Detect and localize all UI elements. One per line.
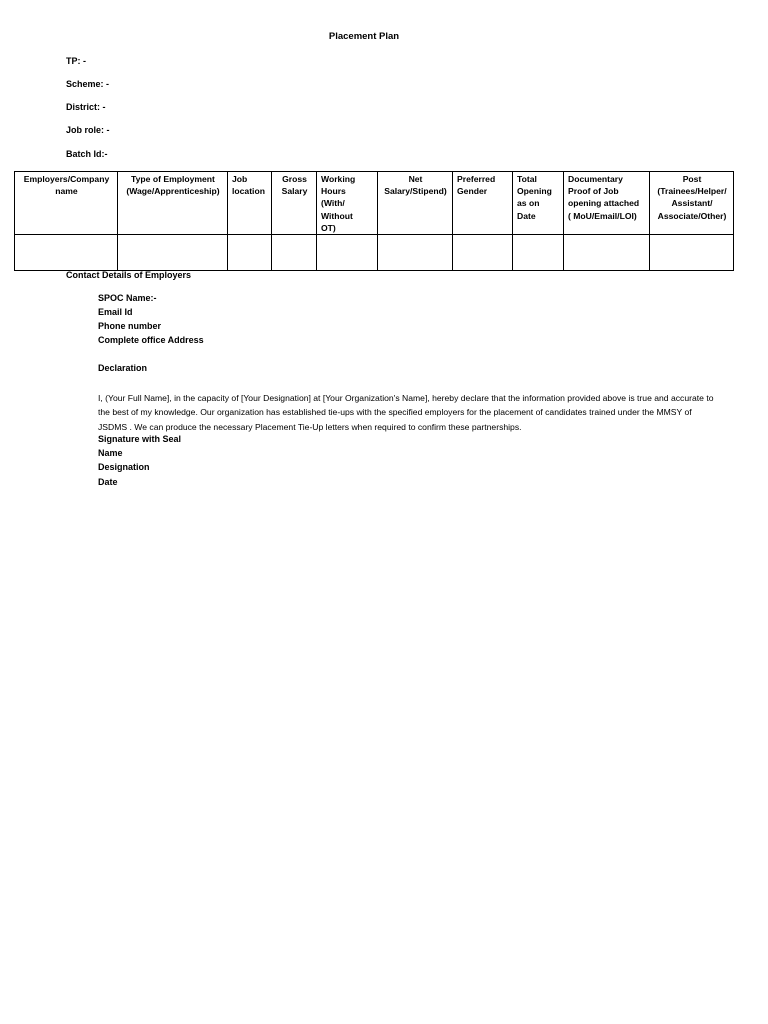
table-cell[interactable]: [650, 235, 734, 271]
placement-table: [14, 171, 734, 271]
declaration-text: I, (Your Full Name], in the capacity of [Your Designation] at [Your Organization's Name], hereby declare that the information provided above is true and accurate to the best of my knowledge. Our organization has established tie-ups with the specified employers for the placement of candidates trained under the MMSY of JSDMS . We can produce the necessary Placement Tie-Up letters when required to confirm these partnerships.: [98, 393, 714, 432]
table-cell[interactable]: [453, 235, 513, 271]
job-role-field: Job role: -: [66, 125, 110, 135]
declaration-heading: Declaration: [98, 363, 148, 373]
district-field: District: -: [66, 102, 106, 112]
table-cell[interactable]: [15, 235, 118, 271]
scheme-field: Scheme: -: [66, 79, 110, 89]
col-header-total-opening: Total Opening as on Date: [513, 172, 564, 235]
table-cell[interactable]: [513, 235, 564, 271]
col-header-documentary-proof: Documentary Proof of Job opening attached ( MoU/Email/LOI): [564, 172, 650, 235]
col-header-job-location: Job location: [228, 172, 272, 235]
email-label: Email Id: [98, 307, 133, 317]
contact-details-heading: Contact Details of Employers: [66, 270, 192, 280]
col-header-preferred-gender: Preferred Gender: [453, 172, 513, 235]
col-header-post: Post (Trainees/Helper/ Assistant/ Associate/Other): [650, 172, 734, 235]
table-cell[interactable]: [272, 235, 317, 271]
date-label: Date: [98, 477, 118, 487]
table-cell[interactable]: [228, 235, 272, 271]
table-cell[interactable]: [378, 235, 453, 271]
col-header-gross-salary: Gross Salary: [272, 172, 317, 235]
batch-id-field: Batch Id:-: [66, 149, 108, 159]
table-cell[interactable]: [118, 235, 228, 271]
signature-label: Signature with Seal: [98, 434, 182, 444]
tp-field: TP: -: [66, 56, 86, 66]
table-row: [15, 235, 734, 271]
col-header-employer: Employers/Company name: [15, 172, 118, 235]
col-header-working-hours: Working Hours (With/ Without OT): [317, 172, 378, 235]
phone-label: Phone number: [98, 321, 162, 331]
page-title: Placement Plan: [328, 31, 400, 42]
name-label: Name: [98, 448, 123, 458]
col-header-employment-type: Type of Employment (Wage/Apprenticeship): [118, 172, 228, 235]
spoc-name-label: SPOC Name:-: [98, 293, 157, 303]
table-header-row: [15, 172, 734, 235]
table-cell[interactable]: [317, 235, 378, 271]
designation-label: Designation: [98, 462, 150, 472]
table-cell[interactable]: [564, 235, 650, 271]
address-label: Complete office Address: [98, 335, 204, 345]
col-header-net-salary: Net Salary/Stipend): [378, 172, 453, 235]
